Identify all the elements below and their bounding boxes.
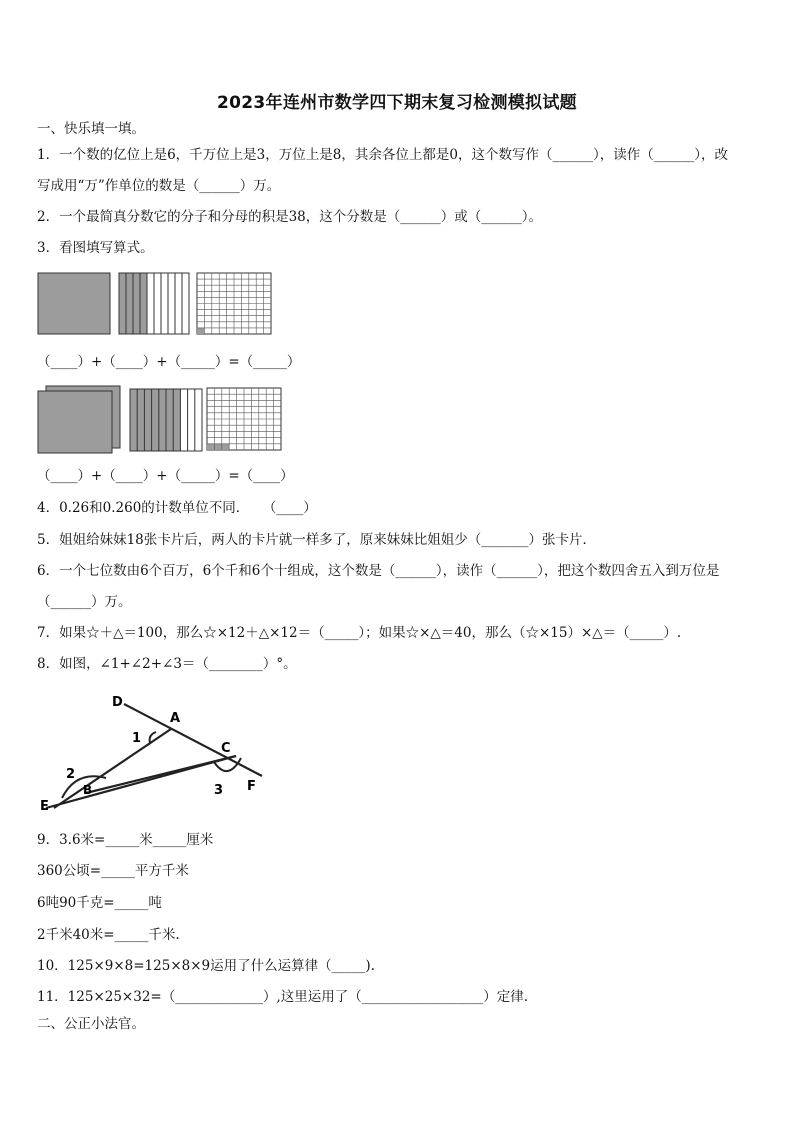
question-9-line-2: 360公顷=_____平方千米 [37,863,189,879]
question-1-line-2: 写成用“万”作单位的数是（______）万。 [37,178,281,194]
line-DF [124,704,262,776]
label-E: E [40,799,49,814]
shaded-cell [197,328,204,334]
question-11: 11．125×25×32=（_____________）,这里运用了（__________________）定律. [37,989,529,1005]
tenths-square-2 [130,389,202,451]
equation-2: （____）+（____）+（_____）=（____） [37,468,294,484]
decimal-blocks-figure-2 [37,385,297,455]
label-angle-3: 3 [214,783,224,798]
question-1-line-1: 1．一个数的亿位上是6，千万位上是3，万位上是8，其余各位上都是0，这个数写作（______），读作（______），改 [37,147,728,163]
question-8: 8．如图，∠1+∠2+∠3＝（________）°。 [37,656,297,672]
label-D: D [112,695,123,710]
question-10: 10．125×9×8=125×8×9运用了什么运算律（_____). [37,958,375,974]
question-3: 3．看图填写算式。 [37,240,154,256]
question-2: 2．一个最简真分数它的分子和分母的积是38，这个分数是（______）或（______）。 [37,209,543,225]
angle-figure [36,690,276,820]
question-9-line-1: 9．3.6米=_____米_____厘米 [37,832,214,848]
full-square-1 [38,273,110,334]
equation-1: （____）+（____）+（_____）=（_____） [37,354,301,370]
shaded-cell [207,444,214,450]
question-6-line-2: （______）万。 [37,594,132,610]
label-angle-2: 2 [66,767,76,782]
section-heading-2: 二、公正小法官。 [37,1016,145,1032]
shaded-cell [222,444,229,450]
question-4: 4．0.26和0.260的计数单位不同． （____） [37,500,317,516]
shaded-cell [214,444,221,450]
question-6-line-1: 6．一个七位数由6个百万，6个千和6个十组成，这个数是（______），读作（______），把这个数四舍五入到万位是 [37,563,720,579]
decimal-blocks-figure-1 [37,272,277,336]
question-9-line-4: 2千米40米=_____千米. [37,927,180,943]
question-7: 7．如果☆＋△＝100，那么☆×12＋△×12＝（_____）；如果☆×△＝40，那么（☆×15）×△＝（_____）. [37,625,682,641]
label-A: A [170,711,181,726]
label-angle-1: 1 [132,731,142,746]
label-C: C [221,741,231,756]
hundredths-square-2 [207,388,281,450]
section-heading-1: 一、快乐填一填。 [37,121,145,137]
question-9-line-3: 6吨90千克=_____吨 [37,895,162,911]
label-F: F [247,779,256,794]
question-5: 5．姐姐给妹妹18张卡片后，两人的卡片就一样多了，原来妹妹比姐姐少（_______）张卡片． [37,532,597,548]
tenths-square-1 [119,273,189,334]
page-title: 2023年连州市数学四下期末复习检测模拟试题 [217,93,577,113]
full-square-front [38,391,112,453]
hundredths-square-1 [197,273,271,334]
label-B: B [83,783,93,797]
